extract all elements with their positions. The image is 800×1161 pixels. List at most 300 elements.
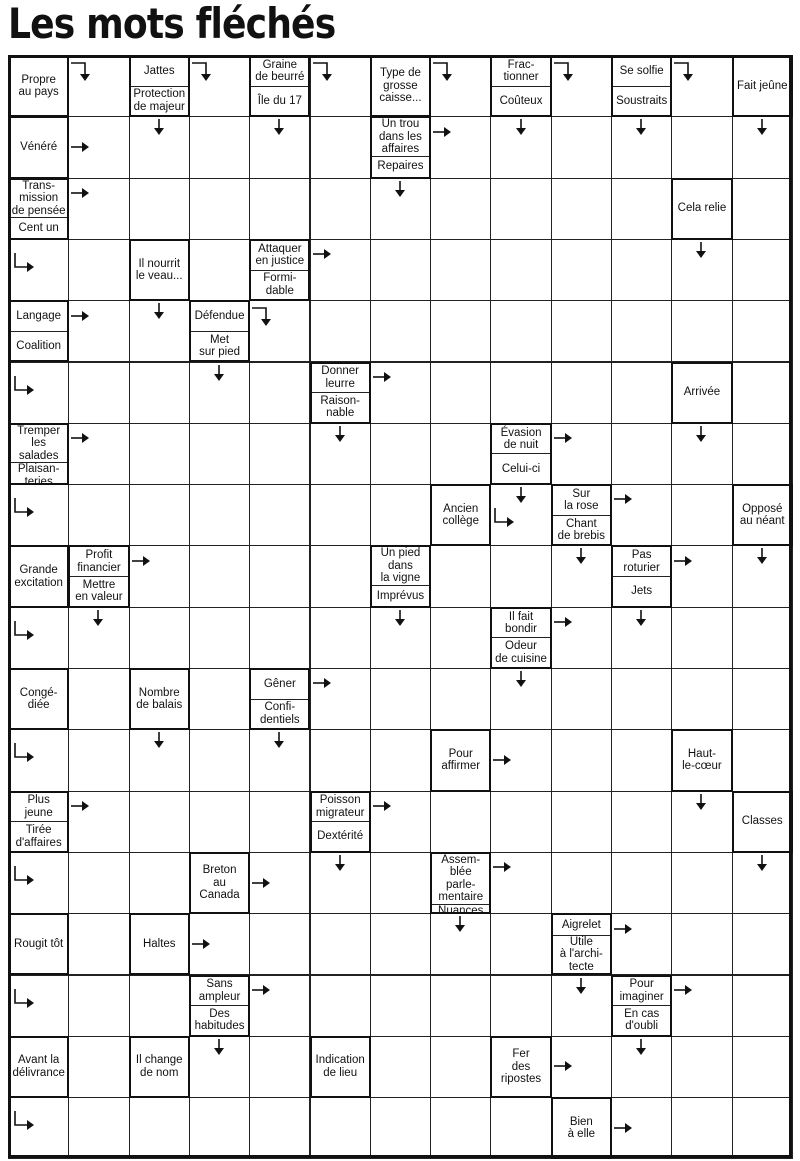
arrow-right-icon (70, 310, 90, 322)
arrow-right-icon (372, 371, 392, 383)
clue-cell (8, 791, 69, 853)
arrow-down-icon (515, 118, 527, 136)
grid-cell[interactable] (249, 913, 310, 975)
clue-text: Indication de lieu (315, 1054, 365, 1079)
arrow-right-icon (70, 432, 90, 444)
clue-cell (671, 362, 732, 424)
grid-cell[interactable] (310, 607, 371, 669)
grid-cell[interactable] (490, 178, 551, 240)
grid-cell[interactable] (490, 545, 551, 607)
grid-cell[interactable] (490, 239, 551, 301)
arrow-down-icon (635, 118, 647, 136)
grid-cell[interactable] (732, 178, 793, 240)
grid-cell[interactable] (310, 913, 371, 975)
clue-cell (430, 484, 491, 546)
clue-text: Protection de majeur (133, 88, 186, 113)
grid-cell[interactable] (189, 791, 250, 853)
arrow-down-icon (153, 731, 165, 749)
grid-cell[interactable] (430, 1097, 491, 1159)
arrow-down-right-icon (12, 375, 36, 397)
clue-text: Propre au pays (18, 73, 59, 99)
arrow-right-icon (131, 555, 151, 567)
arrow-down-right-icon (12, 252, 36, 274)
arrow-right-icon (432, 126, 452, 138)
clue-text: Pas roturier (613, 547, 670, 577)
clue-text: Tirée d'affaires (15, 824, 62, 849)
grid-cell[interactable] (671, 116, 732, 178)
arrow-down-icon (394, 180, 406, 198)
clue-cell (551, 484, 612, 546)
grid-cell[interactable] (732, 423, 793, 485)
arrow-down-right-icon (492, 507, 516, 529)
clue-text: Attaquer en justice (251, 241, 308, 271)
grid-cell[interactable] (370, 484, 431, 546)
clue-text: Profit financier (70, 547, 127, 577)
clue-text: Avant la délivrance (12, 1054, 65, 1079)
grid-cell[interactable] (68, 729, 129, 791)
clue-text: Assem- blée parle- mentaire (432, 854, 489, 905)
grid-cell[interactable] (490, 1097, 551, 1159)
clue-cell (8, 300, 69, 362)
arrow-right-icon (613, 493, 633, 505)
clue-text: Arrivée (683, 386, 721, 399)
arrow-right-down-icon (432, 59, 454, 83)
clue-cell (249, 668, 310, 730)
grid-cell[interactable] (732, 975, 793, 1037)
clue-text: Il fait bondir (492, 609, 549, 639)
grid-cell[interactable] (189, 1097, 250, 1159)
clue-cell (8, 55, 69, 117)
clue-text: Coûteux (499, 94, 543, 107)
clue-text: Plaisan- teries (17, 463, 60, 488)
grid-cell[interactable] (370, 975, 431, 1037)
arrow-right-down-icon (312, 59, 334, 83)
grid-cell[interactable] (129, 607, 190, 669)
clue-cell (129, 55, 190, 117)
grid-cell[interactable] (249, 607, 310, 669)
grid-cell[interactable] (249, 423, 310, 485)
clue-text: Confi- dentiels (260, 701, 300, 726)
grid-cell[interactable] (129, 423, 190, 485)
arrow-right-down-icon (553, 59, 575, 83)
arrow-right-icon (492, 861, 512, 873)
grid-cell[interactable] (129, 975, 190, 1037)
grid-cell[interactable] (68, 1036, 129, 1098)
grid-cell[interactable] (189, 484, 250, 546)
clue-text: Se solfie (613, 57, 670, 87)
clue-cell (370, 55, 431, 117)
clue-cell (8, 116, 69, 178)
clue-text: Vénéré (20, 141, 58, 154)
arrow-down-icon (756, 118, 768, 136)
clue-cell (310, 791, 371, 853)
clue-cell (671, 729, 732, 791)
clue-cell (129, 668, 190, 730)
clue-text: Pour affirmer (441, 747, 481, 773)
grid-cell[interactable] (430, 791, 491, 853)
clue-text: Chant de brebis (557, 517, 605, 543)
arrow-right-icon (553, 1060, 573, 1072)
clue-cell (370, 545, 431, 607)
arrow-down-icon (153, 302, 165, 320)
clue-cell (430, 729, 491, 791)
arrow-down-icon (695, 793, 707, 811)
arrow-right-icon (673, 555, 693, 567)
clue-cell (189, 300, 250, 362)
arrow-right-icon (70, 800, 90, 812)
clue-text: Congé- diée (19, 686, 58, 712)
clue-cell (8, 1036, 69, 1098)
grid-cell[interactable] (430, 607, 491, 669)
clue-text: Soustraits (616, 94, 668, 107)
arrow-down-right-icon (12, 988, 36, 1010)
clue-text: En cas d'oubli (624, 1007, 660, 1033)
arrow-down-icon (575, 547, 587, 565)
grid-cell[interactable] (370, 1036, 431, 1098)
clue-text: Tremper les salades (10, 425, 67, 464)
clue-cell (8, 178, 69, 240)
grid-cell[interactable] (611, 668, 672, 730)
arrow-down-icon (756, 547, 768, 565)
clue-text: Fait jeûne (736, 79, 788, 92)
grid-cell[interactable] (249, 484, 310, 546)
grid-cell[interactable] (671, 913, 732, 975)
grid-cell[interactable] (430, 423, 491, 485)
grid-cell[interactable] (671, 852, 732, 914)
grid-cell[interactable] (551, 668, 612, 730)
clue-cell (551, 913, 612, 975)
arrow-right-icon (553, 432, 573, 444)
clue-text: Jets (631, 585, 653, 598)
arrow-right-icon (312, 677, 332, 689)
arrow-right-icon (312, 248, 332, 260)
grid-cell[interactable] (129, 852, 190, 914)
grid-cell[interactable] (249, 545, 310, 607)
clue-text: Rougit tôt (14, 938, 64, 951)
grid-cell[interactable] (370, 852, 431, 914)
clue-text: Mettre en valeur (75, 578, 123, 604)
arrow-down-icon (756, 854, 768, 872)
arrow-right-down-icon (191, 59, 213, 83)
grid-cell[interactable] (551, 729, 612, 791)
grid-cell[interactable] (129, 178, 190, 240)
grid-cell[interactable] (68, 668, 129, 730)
arrow-down-icon (515, 486, 527, 504)
clue-cell (189, 852, 250, 914)
clue-text: Fer des ripostes (500, 1048, 542, 1086)
clue-cell (129, 1036, 190, 1098)
clue-cell (490, 423, 551, 485)
grid-cell[interactable] (310, 729, 371, 791)
grid-cell[interactable] (732, 1097, 793, 1159)
clue-text: Défendue (191, 302, 248, 332)
grid-cell[interactable] (68, 913, 129, 975)
clue-text: Dextérité (317, 830, 364, 843)
arrow-right-icon (372, 800, 392, 812)
clue-text: Nuances (438, 904, 484, 917)
grid-cell[interactable] (68, 1097, 129, 1159)
grid-cell[interactable] (310, 116, 371, 178)
clue-text: Il change de nom (135, 1054, 183, 1079)
clue-text: Raison- nable (320, 394, 360, 420)
grid-cell[interactable] (68, 239, 129, 301)
clue-cell (129, 913, 190, 975)
grid-cell[interactable] (671, 668, 732, 730)
clue-text: Odeur de cuisine (495, 640, 547, 665)
arrow-down-icon (695, 425, 707, 443)
clue-cell (370, 116, 431, 178)
clue-text: Haut- le-cœur (682, 747, 722, 773)
clue-text: Haltes (142, 938, 176, 951)
arrow-down-icon (334, 425, 346, 443)
grid-cell[interactable] (129, 1097, 190, 1159)
clue-text: Pour imaginer (613, 977, 670, 1007)
grid-cell[interactable] (129, 484, 190, 546)
grid-cell[interactable] (671, 1097, 732, 1159)
grid-cell[interactable] (611, 791, 672, 853)
arrow-down-icon (695, 241, 707, 259)
grid-cell[interactable] (732, 913, 793, 975)
arrow-down-right-icon (12, 742, 36, 764)
clue-text: Jattes (131, 57, 188, 87)
clue-text: Gêner (251, 670, 308, 700)
clue-text: Plus jeune (10, 793, 67, 823)
arrow-right-icon (251, 877, 271, 889)
arrow-right-icon (191, 938, 211, 950)
clue-cell (611, 975, 672, 1037)
clue-cell (611, 545, 672, 607)
clue-text: Repaires (377, 160, 424, 173)
grid-cell[interactable] (671, 484, 732, 546)
grid-cell[interactable] (189, 116, 250, 178)
clue-cell (732, 791, 793, 853)
grid-cell[interactable] (189, 729, 250, 791)
clue-text: Coalition (16, 339, 62, 352)
grid-cell[interactable] (310, 484, 371, 546)
grid-cell[interactable] (129, 791, 190, 853)
clue-text: Formi- dable (263, 272, 297, 297)
grid-cell[interactable] (490, 362, 551, 424)
grid-cell[interactable] (430, 668, 491, 730)
arrow-right-icon (70, 187, 90, 199)
grid-cell[interactable] (490, 791, 551, 853)
arrow-right-down-icon (673, 59, 695, 83)
arrow-right-icon (492, 754, 512, 766)
grid-cell[interactable] (732, 729, 793, 791)
grid-cell[interactable] (249, 178, 310, 240)
grid-cell[interactable] (732, 668, 793, 730)
arrow-down-right-icon (12, 865, 36, 887)
clue-cell (430, 852, 491, 917)
clue-cell (611, 55, 672, 117)
grid-cell[interactable] (490, 300, 551, 362)
clue-text: Aigrelet (553, 915, 610, 936)
grid-cell[interactable] (430, 300, 491, 362)
clue-cell (490, 55, 551, 117)
grid-cell[interactable] (671, 300, 732, 362)
clue-cell (671, 178, 732, 240)
clue-text: Ancien collège (442, 502, 479, 528)
grid-cell[interactable] (249, 1036, 310, 1098)
arrow-right-icon (553, 616, 573, 628)
arrow-down-icon (273, 118, 285, 136)
clue-text: Classes (741, 815, 783, 828)
grid-cell[interactable] (249, 791, 310, 853)
arrow-down-icon (454, 915, 466, 933)
clue-text: Nombre de balais (136, 686, 183, 712)
grid-cell[interactable] (732, 362, 793, 424)
grid-cell[interactable] (551, 852, 612, 914)
arrow-right-icon (613, 923, 633, 935)
clue-cell (8, 913, 69, 975)
clue-cell (68, 545, 129, 607)
arrow-down-icon (635, 609, 647, 627)
grid-cell[interactable] (551, 239, 612, 301)
arrow-down-icon (635, 1038, 647, 1056)
grid-cell[interactable] (370, 423, 431, 485)
clue-cell (732, 484, 793, 546)
clue-text: Type de grosse caisse... (379, 67, 422, 105)
grid-cell[interactable] (732, 1036, 793, 1098)
clue-text: Langage (10, 302, 67, 332)
clue-text: Des habitudes (194, 1007, 245, 1033)
clue-text: Un trou dans les affaires (372, 118, 429, 157)
clue-text: Sur la rose (553, 486, 610, 516)
grid-cell[interactable] (611, 300, 672, 362)
arrow-down-icon (92, 609, 104, 627)
clue-cell (8, 668, 69, 730)
grid-cell[interactable] (611, 362, 672, 424)
clue-text: Poisson migrateur (312, 793, 369, 823)
clue-cell (8, 545, 69, 607)
clue-text: Évasion de nuit (492, 425, 549, 455)
grid-cell[interactable] (732, 239, 793, 301)
arrow-down-right-icon (12, 620, 36, 642)
arrow-down-right-icon (12, 497, 36, 519)
grid-cell[interactable] (370, 239, 431, 301)
grid-cell[interactable] (370, 913, 431, 975)
clue-text: Imprévus (376, 589, 425, 602)
grid-cell[interactable] (68, 852, 129, 914)
grid-cell[interactable] (310, 975, 371, 1037)
grid-cell[interactable] (611, 729, 672, 791)
grid-cell[interactable] (370, 729, 431, 791)
arrow-right-icon (251, 984, 271, 996)
arrow-down-icon (273, 731, 285, 749)
arrow-down-icon (575, 977, 587, 995)
grid-cell[interactable] (611, 239, 672, 301)
grid-cell[interactable] (430, 1036, 491, 1098)
grid-cell[interactable] (611, 178, 672, 240)
grid-cell[interactable] (370, 300, 431, 362)
clue-text: Celui-ci (501, 462, 541, 475)
grid-cell[interactable] (551, 178, 612, 240)
grid-cell[interactable] (551, 116, 612, 178)
grid-cell[interactable] (189, 545, 250, 607)
grid-cell[interactable] (430, 975, 491, 1037)
grid-cell[interactable] (310, 545, 371, 607)
grid-cell[interactable] (249, 362, 310, 424)
clue-cell (249, 55, 310, 117)
grid-cell[interactable] (310, 1097, 371, 1159)
clue-cell (310, 362, 371, 424)
grid-cell[interactable] (189, 668, 250, 730)
grid-cell[interactable] (189, 178, 250, 240)
clue-text: Opposé au néant (739, 502, 785, 528)
arrow-right-down-icon (251, 304, 273, 328)
clue-cell (189, 975, 250, 1037)
grid-cell[interactable] (732, 607, 793, 669)
clue-text: Cent un (18, 221, 59, 234)
clue-cell (249, 239, 310, 301)
grid-cell[interactable] (189, 423, 250, 485)
grid-cell[interactable] (490, 913, 551, 975)
clue-cell (129, 239, 190, 301)
grid-cell[interactable] (430, 178, 491, 240)
clue-cell (310, 1036, 371, 1098)
clue-text: Bien à elle (567, 1115, 596, 1141)
grid-cell[interactable] (370, 1097, 431, 1159)
page-title: Les mots fléchés (8, 0, 336, 48)
grid-cell[interactable] (490, 975, 551, 1037)
grid-cell[interactable] (671, 1036, 732, 1098)
grid-cell[interactable] (68, 362, 129, 424)
grid-cell[interactable] (671, 607, 732, 669)
grid-cell[interactable] (430, 362, 491, 424)
grid-cell[interactable] (310, 300, 371, 362)
grid-cell[interactable] (430, 545, 491, 607)
grid-cell[interactable] (551, 791, 612, 853)
grid-cell[interactable] (68, 484, 129, 546)
grid-cell[interactable] (430, 239, 491, 301)
grid-cell[interactable] (310, 178, 371, 240)
clue-text: Donner leurre (312, 364, 369, 394)
clue-cell (490, 1036, 551, 1098)
clue-text: Breton au Canada (199, 864, 240, 902)
arrow-right-icon (613, 1122, 633, 1134)
clue-text: Trans- mission de pensée (11, 179, 66, 217)
arrow-right-icon (70, 141, 90, 153)
grid-cell[interactable] (68, 975, 129, 1037)
grid-cell[interactable] (189, 607, 250, 669)
clue-text: Il nourrit le veau... (135, 257, 183, 283)
grid-cell[interactable] (370, 668, 431, 730)
grid-cell[interactable] (551, 300, 612, 362)
grid-cell[interactable] (249, 1097, 310, 1159)
clue-text: Met sur pied (199, 333, 240, 359)
clue-text: Sans ampleur (191, 977, 248, 1007)
grid-cell[interactable] (129, 362, 190, 424)
grid-cell[interactable] (189, 239, 250, 301)
grid-cell[interactable] (732, 300, 793, 362)
arrow-down-icon (334, 854, 346, 872)
arrow-down-icon (153, 118, 165, 136)
grid-cell[interactable] (611, 423, 672, 485)
grid-cell[interactable] (611, 852, 672, 914)
arrow-down-icon (394, 609, 406, 627)
clue-text: Grande excitation (14, 564, 63, 589)
clue-text: Frac- tionner (492, 57, 549, 87)
clue-text: Graine de beurré (251, 57, 308, 87)
grid-cell[interactable] (551, 362, 612, 424)
arrow-down-icon (213, 1038, 225, 1056)
arrow-down-icon (213, 364, 225, 382)
arrow-down-icon (515, 670, 527, 688)
clue-cell (490, 607, 551, 669)
arrow-down-right-icon (12, 1110, 36, 1132)
arrow-right-down-icon (70, 59, 92, 83)
clue-cell (8, 423, 69, 488)
